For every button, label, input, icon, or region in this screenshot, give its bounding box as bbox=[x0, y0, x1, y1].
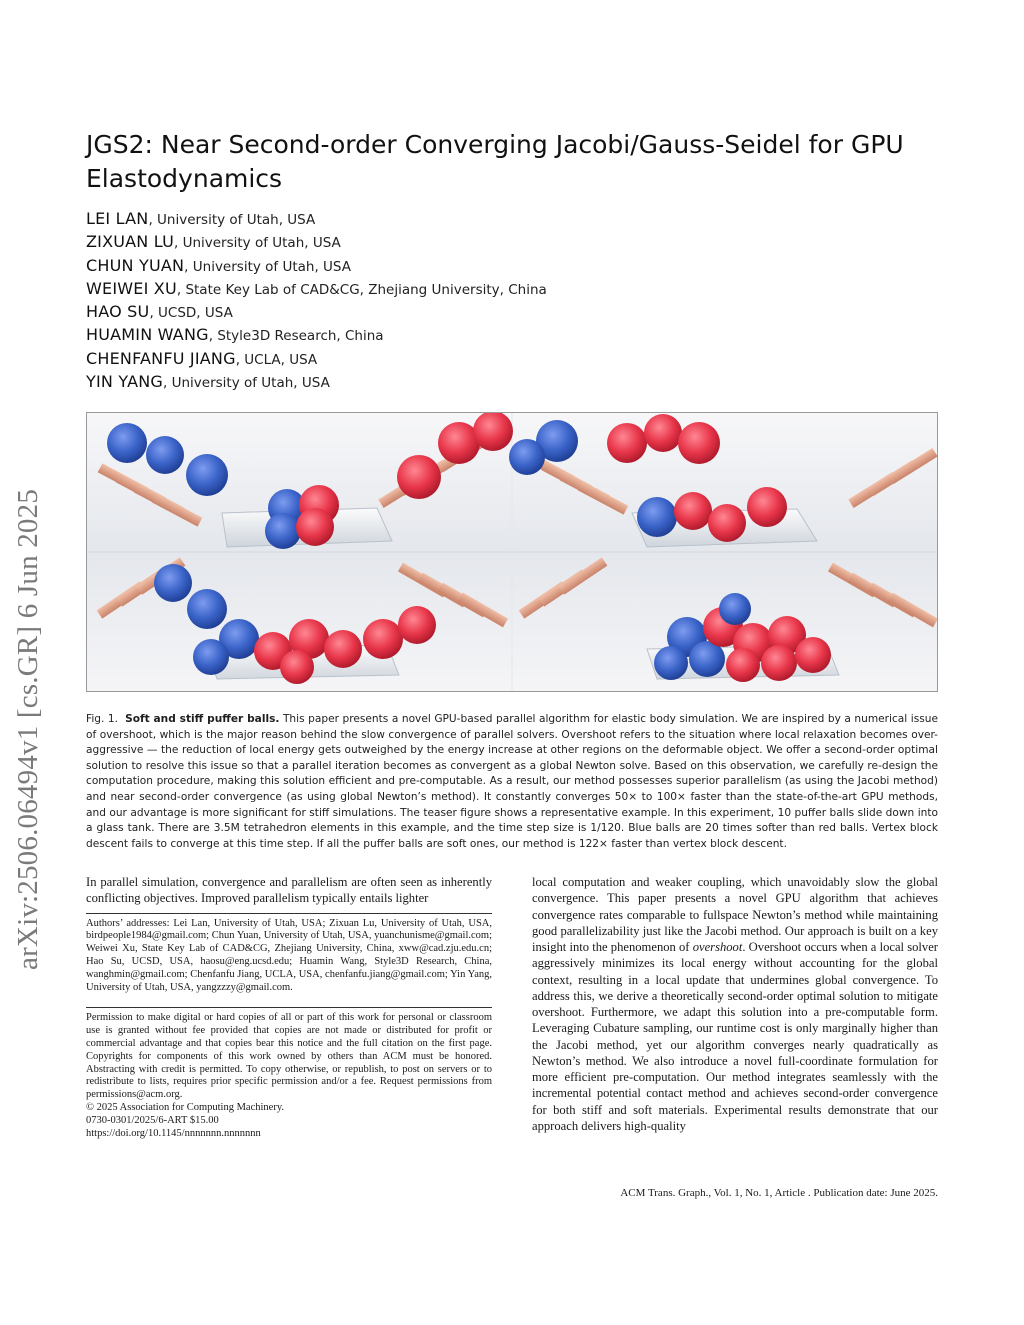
author-name: CHENFANFU JIANG bbox=[86, 348, 236, 368]
intro-paragraph: In parallel simulation, convergence and parallelism are often seen as inherently conflicting objectives. Improved parallelism typically entails lighter bbox=[86, 875, 492, 906]
author-name: HUAMIN WANG bbox=[86, 325, 209, 345]
author-entry bbox=[86, 207, 547, 230]
left-column bbox=[86, 874, 492, 1140]
doi-link[interactable]: https://doi.org/10.1145/nnnnnnn.nnnnnnn bbox=[86, 1127, 261, 1139]
author-entry bbox=[86, 370, 547, 393]
copyright-line: © 2025 Association for Computing Machinery. bbox=[86, 1102, 285, 1114]
body-text-part-1: local computation and weaker coupling, which unavoidably slow the global convergence. This paper presents a novel GPU algorithm that achieves convergence rates comparable to fullspace Newton’s method while maintaining good parallelizability just like the Jacobi method. Our approach is built on a key insight into the phenomenon of bbox=[532, 875, 938, 954]
caption-label: Fig. 1. bbox=[86, 713, 119, 725]
right-column bbox=[532, 874, 938, 1134]
body-text-part-2: . Overshoot occurs when a local solver aggressively minimizes its local energy without accounting for the global context, resulting in a local update that undermines global convergence. To address this, we derive a theoretically second-order optimal solution to mitigate overshoot. Furthermore, we adapt this solution into a pre-computable form. Leveraging Cubature sampling, our runtime cost is only marginally higher than the Jacobi method, yet our algorithm converges nearly quadratically as Newton’s method. We also introduce a novel full-coordinate formulation for more efficient pre-computation. Our method integrates seamlessly with the incremental potential contact method and achieves second-order convergence for both stiff and soft materials. Experimental results demonstrate that our approach delivers high-quality bbox=[532, 940, 938, 1133]
author-list bbox=[86, 207, 547, 393]
author-affiliation: , UCLA, USA bbox=[235, 351, 318, 368]
author-affiliation: , University of Utah, USA bbox=[163, 375, 330, 392]
author-name: HAO SU bbox=[86, 302, 150, 322]
author-affiliation: , UCSD, USA bbox=[149, 305, 233, 322]
teaser-figure bbox=[86, 412, 938, 692]
caption-text: This paper presents a novel GPU-based parallel algorithm for elastic body simulation. We are inspired by a numerical issue of overshoot, which is the major reason behind the slow convergence of parallel solvers. Overshoot refers to the situation where local relaxation becomes over-aggressive — the reduction of local energy gets outweighed by the energy increase at other regions on the deformable object. We offer a second-order optimal solution to resolve this issue so that a parallel iteration becomes as convergent as a global Newton solve. Based on this observation, we carefully re-design the computation procedure, making this solution efficient and pre-computable. As a result, our method possesses superior parallelism (as using the Jacobi method) and near second-order convergence (as using global Newton’s method). It constantly converges 50× to 100× faster than the state-of-the-art GPU methods, and our advantage is more significant for stiff simulations. The teaser figure shows a representative example. In this experiment, 10 puffer balls slide down into a glass tank. There are 3.5M tetrahedron elements in this example, and the time step size is 1/120. Blue balls are 20 times softer than red balls. Vertex block descent fails to converge at this time step. If all the puffer balls are soft ones, our method is 122× faster than vertex block descent. bbox=[86, 713, 938, 850]
author-affiliation: , Style3D Research, China bbox=[208, 328, 384, 345]
author-name: ZIXUAN LU bbox=[86, 232, 174, 252]
author-name: LEI LAN bbox=[86, 209, 149, 228]
author-affiliation: , University of Utah, USA bbox=[173, 235, 341, 252]
author-affiliation: , University of Utah, USA bbox=[184, 258, 351, 275]
paper-title: JGS2: Near Second-order Converging Jacobi/Gauss-Seidel for GPU Elastodynamics bbox=[86, 130, 904, 193]
page-footer: ACM Trans. Graph., Vol. 1, No. 1, Article . Publication date: June 2025. bbox=[620, 1187, 938, 1199]
author-affiliation: , State Key Lab of CAD&CG, Zhejiang University, China bbox=[176, 281, 547, 298]
author-name: YIN YANG bbox=[86, 372, 163, 392]
author-entry bbox=[86, 347, 547, 370]
author-entry bbox=[86, 254, 547, 277]
teaser-illustration bbox=[87, 413, 937, 691]
footnote-divider bbox=[86, 913, 492, 914]
author-name: CHUN YUAN bbox=[86, 255, 185, 275]
permission-divider bbox=[86, 1007, 492, 1008]
body-paragraph bbox=[532, 874, 938, 1134]
author-entry bbox=[86, 230, 547, 253]
author-entry bbox=[86, 300, 547, 323]
figure-caption bbox=[86, 712, 938, 852]
arxiv-identifier: arXiv:2506.06494v1 [cs.GR] 6 Jun 2025 bbox=[12, 488, 44, 970]
body-italic-term: overshoot bbox=[692, 940, 743, 954]
author-entry bbox=[86, 277, 547, 300]
author-affiliation: , University of Utah, USA bbox=[148, 212, 316, 228]
author-addresses: Authors’ addresses: Lei Lan, University of Utah, USA; Zixuan Lu, University of Utah, USA, birdpeople1984@gmail.com; Chun Yuan, University of Utah, USA, yuanchunisme@gmail.com; Weiwei Xu, State Key Lab of CAD&CG, Zhejiang University, China, xww@cad.zju.edu.cn; Hao Su, UCSD, USA, haosu@eng.ucsd.edu; Huamin Wang, Style3D Research, China, wanghmin@gmail.com; Chenfanfu Jiang, UCLA, USA, chenfanfu.jiang@gmail.com; Yin Yang, University of Utah, USA, yangzzzy@gmail.com. bbox=[86, 917, 492, 994]
issn-line: 0730-0301/2025/6-ART $15.00 bbox=[86, 1114, 219, 1126]
author-entry bbox=[86, 323, 547, 346]
author-name: WEIWEI XU bbox=[86, 278, 177, 298]
caption-heading: Soft and stiff puffer balls. bbox=[125, 713, 280, 725]
permission-notice: Permission to make digital or hard copies of all or part of this work for personal or classroom use is granted without fee provided that copies are not made or distributed for profit or commercial advantage and that copies bear this notice and the full citation on the first page. Copyrights for components of this work owned by others than ACM must be honored. Abstracting with credit is permitted. To copy otherwise, or republish, to post on servers or to redistribute to lists, requires prior specific permission and/or a fee. Request permissions from permissions@acm.org. bbox=[86, 1011, 492, 1101]
